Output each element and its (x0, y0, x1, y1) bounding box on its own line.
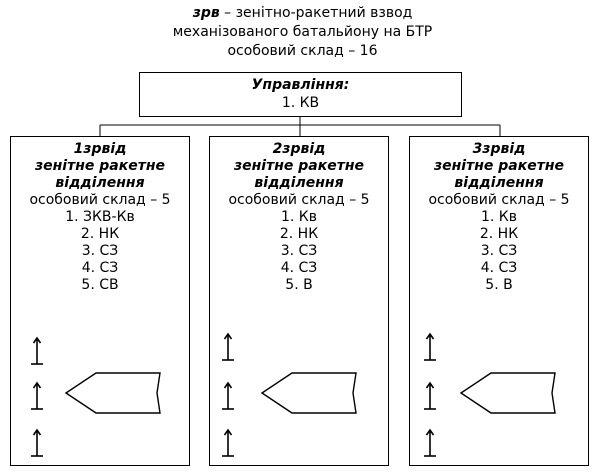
title-line-3: особовий склад – 16 (227, 43, 378, 59)
roster-item: 4. СЗ (280, 260, 318, 276)
title-abbr: зрв (192, 5, 220, 21)
soldier-icon (31, 430, 43, 456)
soldier-icon (424, 334, 436, 360)
unit-1-title-line-3: відділення (55, 175, 145, 191)
roster-item: 1. Кв (281, 209, 317, 225)
management-item: 1. КВ (281, 95, 320, 111)
roster-item: 2. НК (479, 226, 519, 242)
unit-2-symbols (222, 334, 356, 456)
soldier-icon (222, 334, 234, 360)
unit-2-personnel: особовий склад – 5 (228, 192, 370, 208)
title-line-2: механізованого батальйону на БТР (172, 24, 433, 40)
unit-3-title-line-2: зенітне ракетне (433, 158, 564, 174)
unit-3-title-line-1: 3зрвід (472, 141, 526, 157)
unit-3-personnel: особовий склад – 5 (428, 192, 570, 208)
roster-item: 3. СЗ (280, 243, 318, 259)
soldier-icon (222, 383, 234, 409)
roster-item: 5. В (285, 277, 313, 293)
soldier-icon (31, 383, 43, 409)
unit-2-title-line-1: 2зрвід (272, 141, 326, 157)
unit-1-personnel: особовий склад – 5 (29, 192, 171, 208)
unit-1-symbols (31, 338, 160, 456)
unit-3-symbols (424, 334, 555, 456)
unit-1-title-line-2: зенітне ракетне (34, 158, 165, 174)
roster-item: 5. В (485, 277, 513, 293)
roster-item: 2. НК (80, 226, 120, 242)
unit-1-title-line-1: 1зрвід (73, 141, 127, 157)
vehicle-symbol-icon (461, 373, 555, 413)
roster-item: 1. Кв (481, 209, 517, 225)
unit-2-title-line-3: відділення (254, 175, 344, 191)
vehicle-symbol-icon (262, 373, 356, 413)
soldier-icon (424, 383, 436, 409)
roster-item: 2. НК (279, 226, 319, 242)
soldier-icon (424, 430, 436, 456)
roster-item: 3. СЗ (480, 243, 518, 259)
title-line-1-rest: – зенітно-ракетний взвод (219, 5, 413, 21)
roster-item: 4. СЗ (81, 260, 119, 276)
soldier-icon (222, 430, 234, 456)
unit-2-title-line-2: зенітне ракетне (233, 158, 364, 174)
soldier-icon (31, 338, 43, 364)
roster-item: 3. СЗ (81, 243, 119, 259)
roster-item: 4. СЗ (480, 260, 518, 276)
unit-3-title-line-3: відділення (454, 175, 544, 191)
roster-item: 5. СВ (81, 277, 119, 293)
management-title: Управління: (251, 77, 350, 93)
vehicle-symbol-icon (66, 373, 160, 413)
roster-item: 1. ЗКВ-Кв (65, 209, 135, 225)
